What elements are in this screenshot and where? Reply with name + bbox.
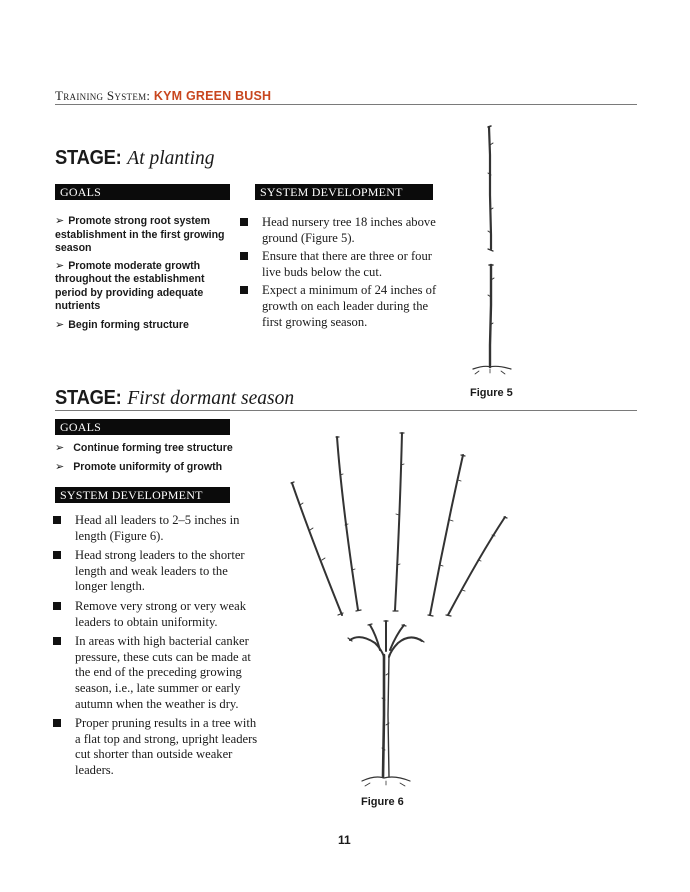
stage2-name: First dormant season [127,388,295,409]
bullet-text: Head strong leaders to the shorter length and weak leaders to the longer length. [75,548,245,594]
stage2-label: STAGE: [55,387,122,409]
stage1-goals-bar: GOALS [55,184,230,200]
bullet-text: Remove very strong or very weak leaders to obtain uniformity. [75,598,247,629]
stage1-sysdev-list [240,215,440,330]
goal-item [55,260,235,314]
bullet-text: In areas with high bacterial canker pressure, these cuts can be made at the end of the preceding growing season, i.e., late summer or early autumn when the weather is dry. [75,634,251,711]
stage1-goals-list [55,215,235,332]
bullet-item [53,548,258,595]
bullet-item [53,513,258,544]
arrow-icon: ➢ [55,442,65,454]
figure6-caption: Figure 6 [361,796,404,808]
arrow-icon: ➢ [55,318,65,331]
page-number: 11 [338,833,351,847]
stage2-rule [55,410,637,411]
square-bullet-icon [53,551,61,559]
goal-item [55,442,265,456]
stage2-goals-list [55,442,265,474]
goal-text: Promote moderate growth throughout the establishment period by providing adequate nutrients [55,259,205,312]
goal-text: Begin forming structure [68,318,189,331]
goal-item [55,215,235,256]
arrow-icon: ➢ [55,259,65,272]
square-bullet-icon [53,637,61,645]
stage1-sysdev-bar: SYSTEM DEVELOPMENT [255,184,433,200]
stage2-sysdev-list [53,513,258,779]
square-bullet-icon [240,286,248,294]
square-bullet-icon [240,252,248,260]
bullet-item [53,634,258,712]
bullet-text: Expect a minimum of 24 inches of growth on each leader during the first growing season. [262,283,437,329]
figure5-caption: Figure 5 [470,387,513,399]
bullet-item [53,599,258,630]
bullet-item [240,249,440,280]
stage2-sysdev-bar: SYSTEM DEVELOPMENT [55,487,230,503]
stage1-label: STAGE: [55,147,122,169]
stage2-heading [55,385,294,413]
header-system-label: Training System: [55,88,154,103]
running-header [55,87,271,105]
figure6-illustration [280,425,520,790]
square-bullet-icon [240,218,248,226]
goal-item [55,319,235,333]
bullet-item [240,283,440,330]
arrow-icon: ➢ [55,460,65,473]
bullet-text: Ensure that there are three or four live buds below the cut. [262,249,432,279]
bullet-text: Head all leaders to 2–5 inches in length (Figure 6). [75,513,240,543]
square-bullet-icon [53,719,61,727]
stage1-heading [55,145,215,173]
goal-item [55,461,265,475]
arrow-icon: ➢ [55,215,65,227]
figure5-illustration [455,115,525,380]
header-system-name: KYM GREEN BUSH [153,89,272,103]
bullet-text: Proper pruning results in a tree with a flat top and strong, upright leaders cut shorter than outside weaker leaders. [75,716,258,777]
header-rule [55,104,637,105]
bullet-item [240,215,440,246]
stage2-goals-bar: GOALS [55,419,230,435]
square-bullet-icon [53,516,61,524]
bullet-text: Head nursery tree 18 inches above ground (Figure 5). [262,215,436,245]
bullet-item [53,716,258,778]
square-bullet-icon [53,602,61,610]
goal-text: Continue forming tree structure [73,442,233,454]
stage1-name: At planting [127,148,215,169]
goal-text: Promote strong root system establishment in the first growing season [55,215,225,254]
goal-text: Promote uniformity of growth [73,460,223,473]
